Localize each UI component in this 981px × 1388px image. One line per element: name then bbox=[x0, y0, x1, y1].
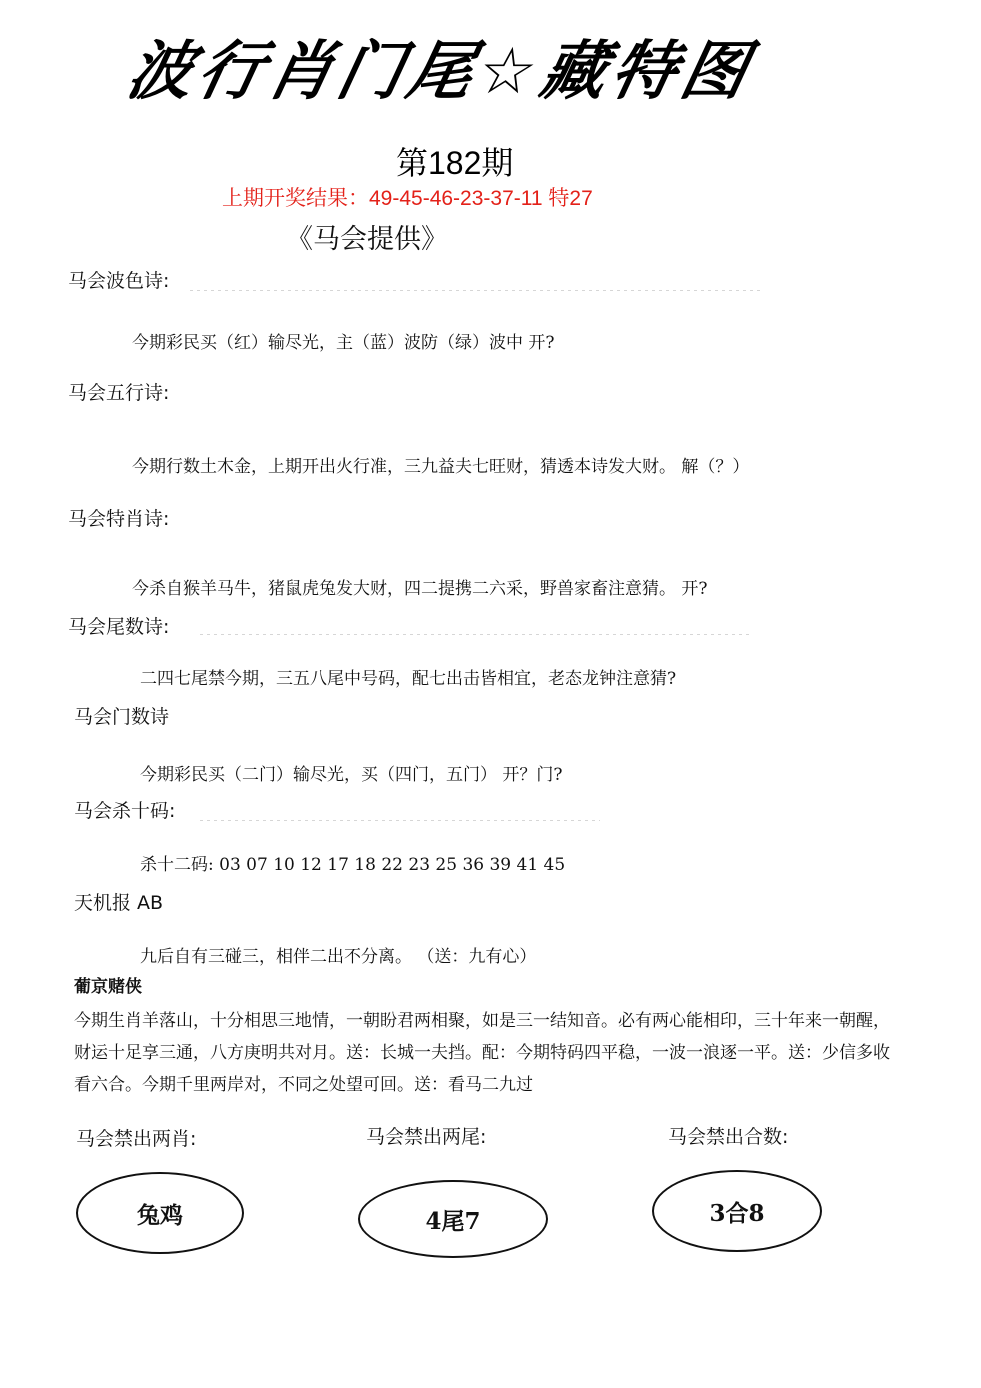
section-heading-kill-codes: 马会杀十码: bbox=[74, 800, 176, 822]
ban-sum-label: 马会禁出合数: bbox=[668, 1126, 789, 1148]
section-heading-tail-number: 马会尾数诗: bbox=[68, 616, 170, 638]
ban-tail-value: 4尾7 bbox=[425, 1207, 481, 1235]
section-text-special-zodiac: 今杀自猴羊马牛，猪鼠虎兔发大财，四二提携二六采，野兽家畜注意猜。 开? bbox=[132, 579, 708, 599]
section-heading-door-number: 马会门数诗 bbox=[74, 706, 170, 728]
provider-label: 《马会提供》 bbox=[286, 224, 448, 255]
ban-sum-oval bbox=[652, 1170, 822, 1252]
ban-sum-value: 3合8 bbox=[709, 1199, 765, 1227]
section-text-wave-color: 今期彩民买（红）输尽光，主（蓝）波防（绿）波中 开? bbox=[132, 333, 555, 353]
ban-tail-label: 马会禁出两尾: bbox=[366, 1126, 487, 1148]
ban-tail-oval bbox=[358, 1180, 548, 1258]
section-heading-tianji: 天机报 AB bbox=[74, 892, 164, 914]
ban-zodiac-label: 马会禁出两肖: bbox=[76, 1128, 197, 1150]
last-draw-result: 上期开奖结果：49-45-46-23-37-11 特27 bbox=[222, 187, 593, 210]
puzzle-heading: 葡京赌侠 bbox=[74, 977, 142, 997]
section-heading-special-zodiac: 马会特肖诗: bbox=[68, 508, 170, 530]
faint-divider bbox=[190, 290, 760, 291]
faint-divider bbox=[200, 820, 600, 821]
faint-divider bbox=[200, 634, 750, 635]
page-title: 波行肖门尾☆藏特图 bbox=[120, 35, 760, 109]
section-text-door-number: 今期彩民买（二门）输尽光，买（四门，五门） 开？门? bbox=[140, 765, 563, 785]
section-text-five-elements: 今期行数土木金，上期开出火行准，三九益夫七旺财，猜透本诗发大财。 解（？） bbox=[132, 457, 750, 477]
period-number: 第182期 bbox=[396, 145, 514, 181]
ban-zodiac-oval bbox=[76, 1172, 244, 1254]
puzzle-text: 今期生肖羊落山，十分相思三地情，一朝盼君两相聚，如是三一结知音。必有两心能相印，三十年来一朝醒，财运十足享三通，八方庚明共对月。送：长城一夫挡。配：今期特码四平稳，一波一浪逐一平。送：少信多收看六合。今期千里两岸对，不同之处望可回。送：看马二九过 bbox=[74, 1011, 890, 1095]
section-heading-five-elements: 马会五行诗: bbox=[68, 382, 170, 404]
section-heading-wave-color: 马会波色诗: bbox=[68, 270, 170, 292]
ban-zodiac-value: 兔鸡 bbox=[137, 1201, 183, 1229]
section-text-tianji: 九后自有三碰三，相伴二出不分离。 （送：九有心） bbox=[140, 947, 537, 967]
section-text-kill-codes: 杀十二码: 03 07 10 12 17 18 22 23 25 36 39 41 45 bbox=[140, 855, 566, 875]
section-text-tail-number: 二四七尾禁今期，三五八尾中号码，配七出击皆相宜，老态龙钟注意猜? bbox=[140, 669, 677, 689]
